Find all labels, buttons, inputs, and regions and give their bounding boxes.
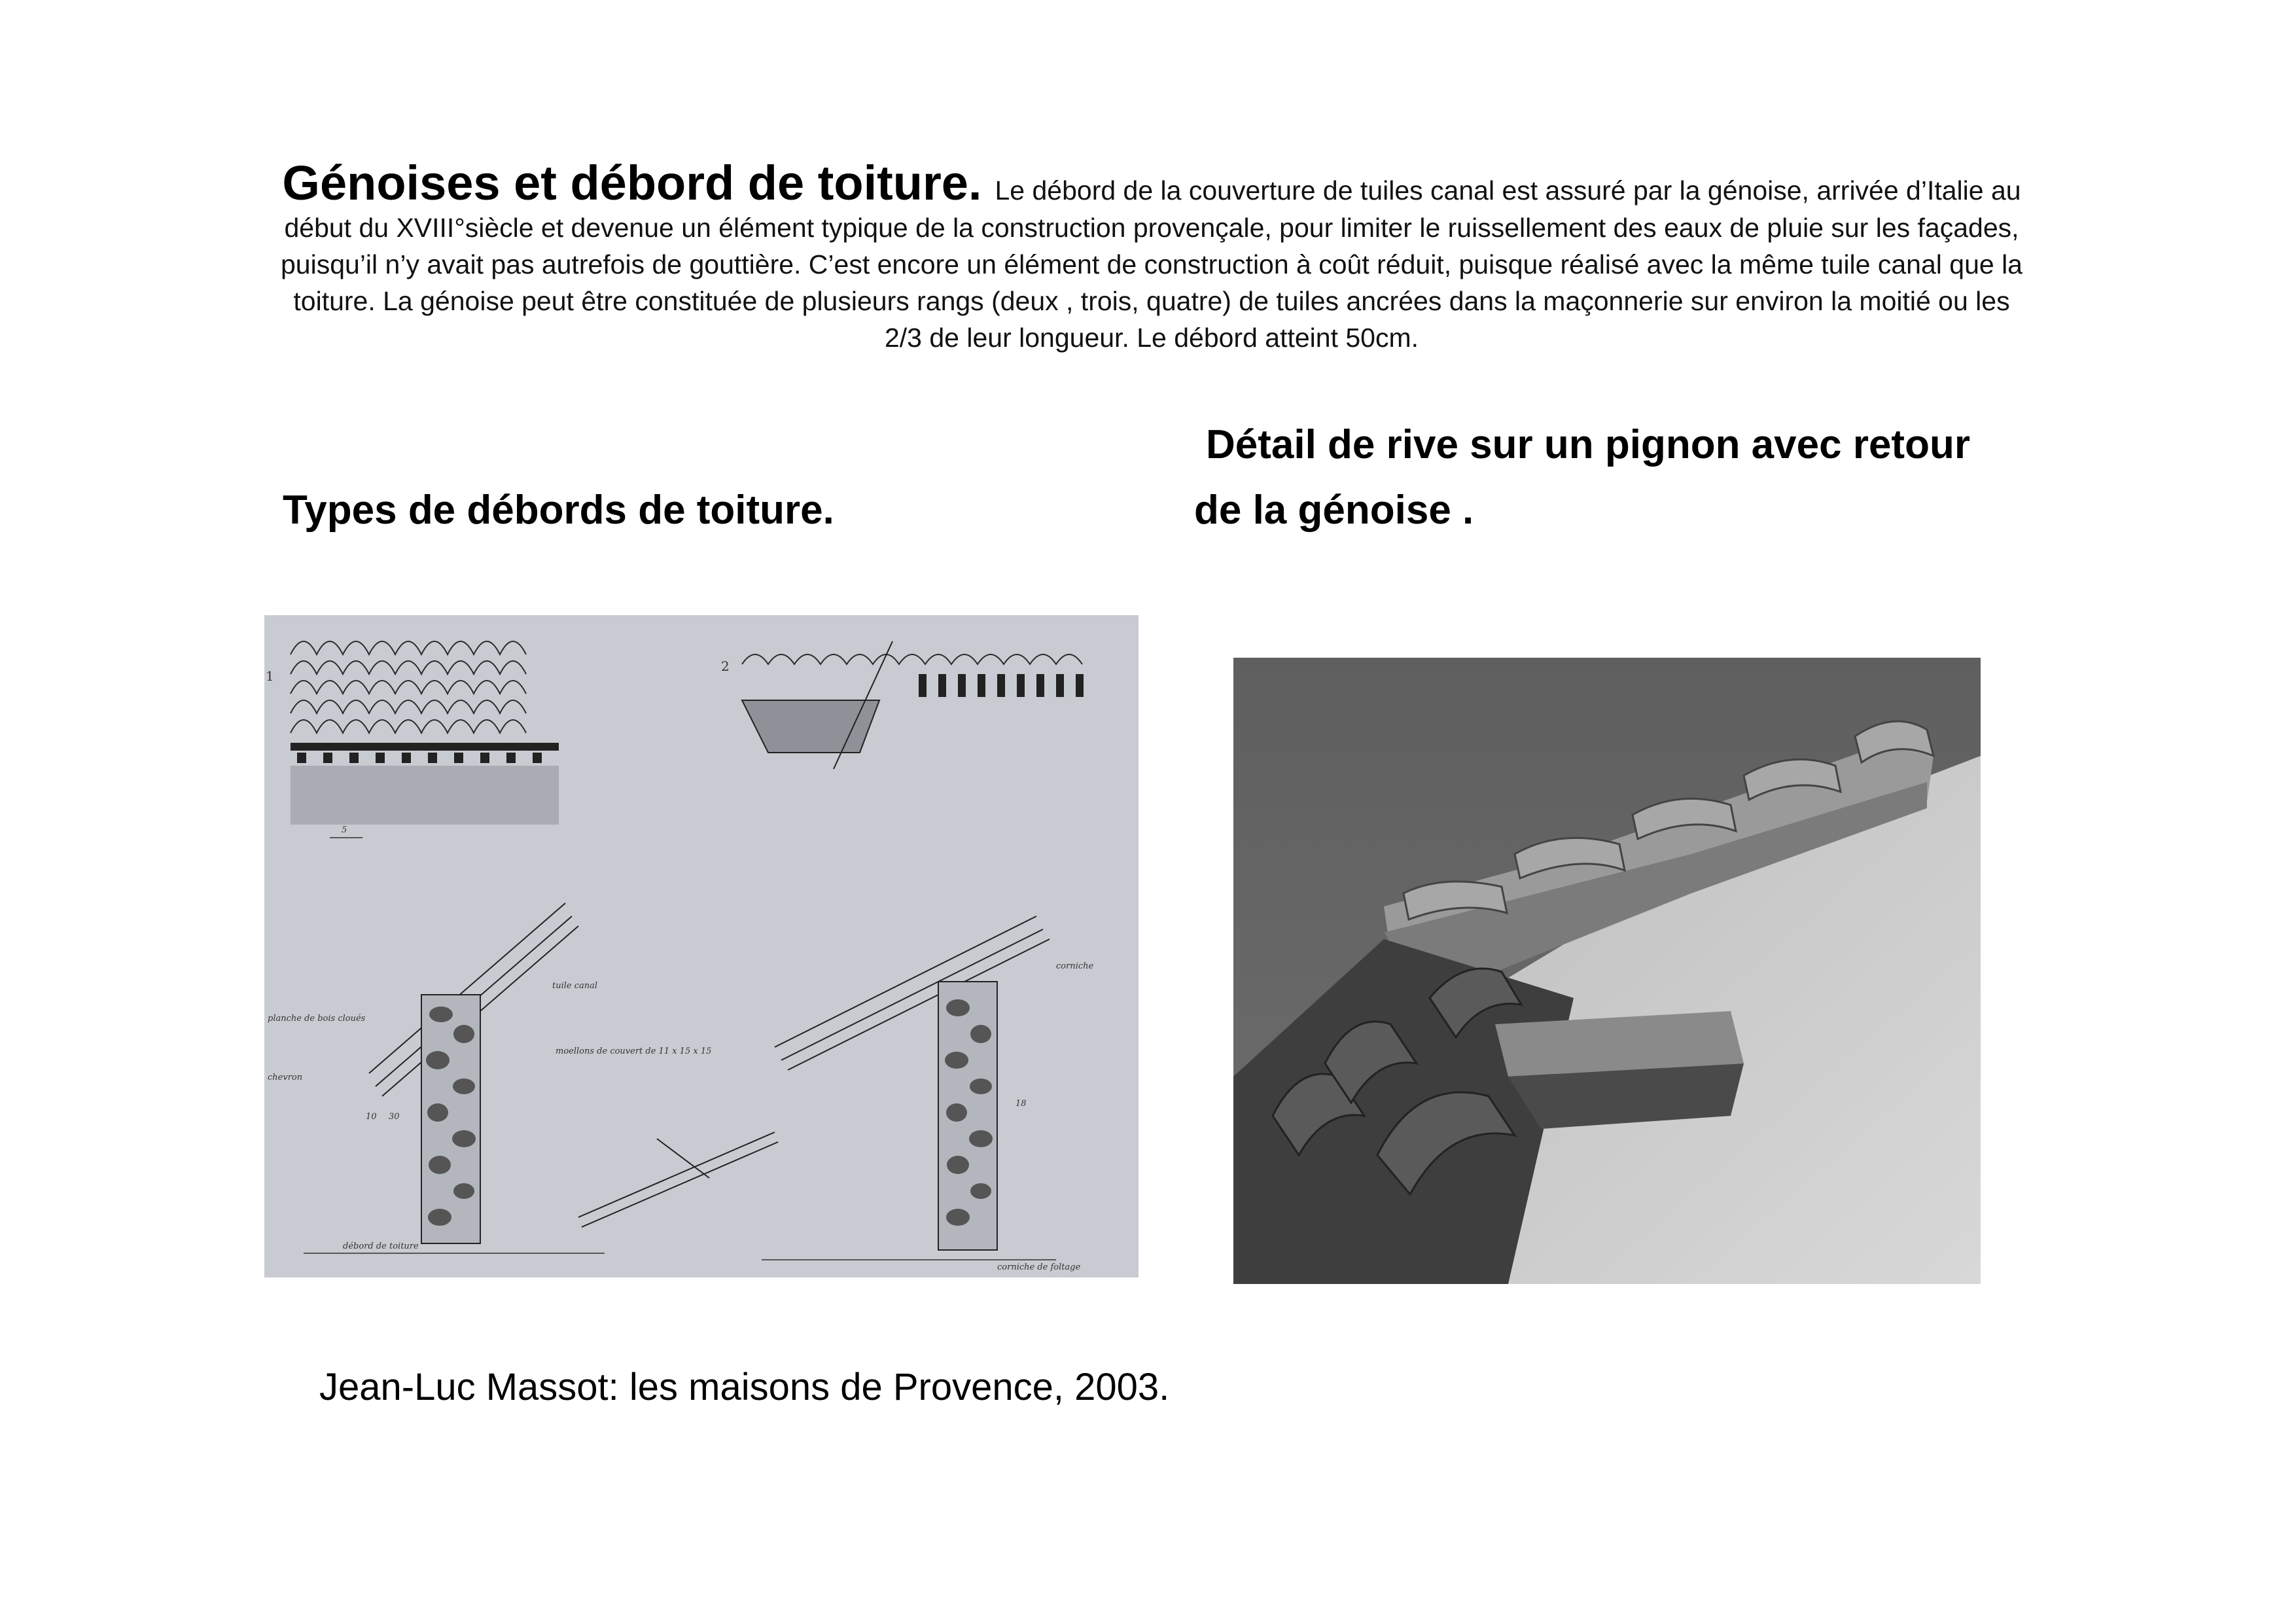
dim-30: 30 (389, 1112, 400, 1122)
fig2-genoise (919, 674, 1084, 697)
fig2-label: 2 (721, 658, 730, 674)
fig1-label: 1 (266, 668, 274, 684)
label-corniche: corniche (1056, 961, 1094, 971)
dim-18: 18 (1016, 1099, 1027, 1109)
drawing-svg (264, 615, 1139, 1277)
dim-10: 10 (366, 1112, 377, 1122)
roof-edge-photo (1233, 658, 1981, 1284)
label-tuile-canal: tuile canal (552, 981, 598, 991)
label-debord: débord de toiture (343, 1241, 419, 1251)
intro-paragraph (275, 157, 2028, 356)
label-corniche-foltage: corniche de foltage (997, 1262, 1081, 1272)
right-heading (1194, 412, 2045, 543)
source-caption: Jean-Luc Massot: les maisons de Provence, 2003. (319, 1366, 1170, 1408)
right-heading-line1: Détail de rive sur un pignon avec retour (1206, 422, 1970, 467)
label-moellons: moellons de couvert de 11 x 15 x 15 (556, 1046, 712, 1056)
right-heading-line2: de la génoise . (1194, 488, 1474, 533)
intro-body: Le débord de la couverture de tuiles canal est assuré par la génoise, arrivée d’Italie au début du XVIII°siècle et devenue un élément typique de la construction provençale, pour limiter le ruissellement des eaux de pluie sur les façades, puisqu’il n’y avait pas autrefois de gouttière. C’est encore un élément de construction à coût réduit, puisque réalisé avec la même tuile canal que la toiture. La génoise peut être constituée de plusieurs rangs (deux , trois, quatre) de tuiles ancrées dans la maçonnerie sur environ la moitié ou les 2/3 de leur longueur. Le débord atteint 50cm. (281, 175, 2022, 353)
fig1-scale: 5 (342, 825, 347, 835)
fig1-wall (291, 766, 559, 825)
roof-overhang-drawing (264, 615, 1139, 1277)
label-chevron: chevron (268, 1073, 303, 1082)
photo-svg (1233, 658, 1981, 1284)
label-planche: planche de bois cloués (268, 1014, 366, 1024)
left-heading: Types de débords de toiture. (283, 488, 834, 533)
page-title: Génoises et débord de toiture. (282, 156, 982, 210)
